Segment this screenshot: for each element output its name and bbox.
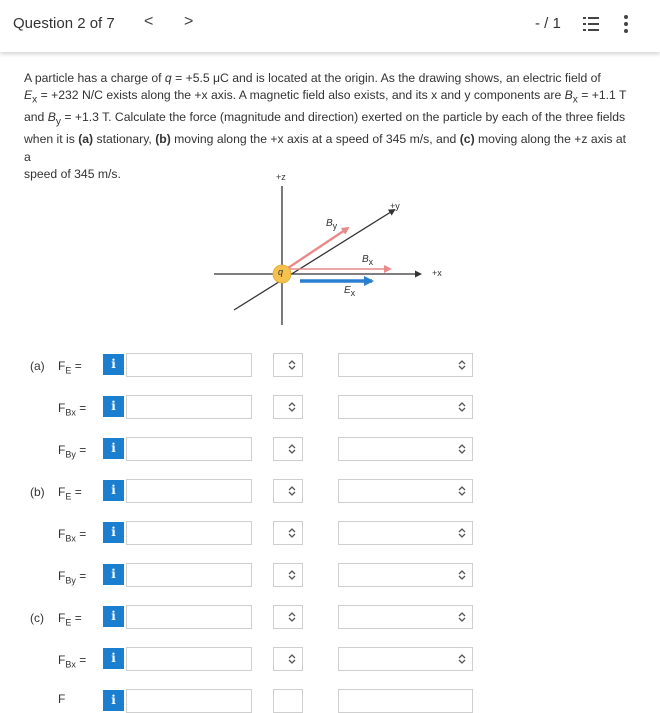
info-icon[interactable]: i xyxy=(103,438,124,459)
part-label: (a) xyxy=(30,359,45,373)
previous-question-button[interactable]: < xyxy=(144,13,154,30)
by-label: $B_y$ xyxy=(326,218,338,231)
direction-select[interactable] xyxy=(338,437,473,461)
chevron-updown-icon xyxy=(458,653,466,665)
info-icon[interactable]: i xyxy=(103,564,124,585)
chevron-updown-icon xyxy=(288,653,296,665)
info-icon[interactable]: i xyxy=(103,480,124,501)
force-label: F xyxy=(58,692,66,706)
chevron-updown-icon xyxy=(458,359,466,371)
question-list-icon[interactable] xyxy=(583,15,599,33)
magnitude-input[interactable] xyxy=(126,605,252,629)
force-label: $F_{Bx}$ = xyxy=(58,653,87,670)
force-label: $F_{By}$ = xyxy=(58,569,87,586)
magnitude-input[interactable] xyxy=(126,563,252,587)
magnitude-input[interactable] xyxy=(126,395,252,419)
info-icon[interactable]: i xyxy=(103,396,124,417)
info-icon[interactable]: i xyxy=(103,354,124,375)
units-select[interactable] xyxy=(273,605,303,629)
ex-label: $E_x$ xyxy=(344,285,356,298)
more-options-icon[interactable] xyxy=(622,13,630,35)
force-label: $F_{Bx}$ = xyxy=(58,401,87,418)
units-select[interactable] xyxy=(273,353,303,377)
by-arrow xyxy=(288,228,348,268)
chevron-updown-icon xyxy=(288,611,296,623)
chevron-updown-icon xyxy=(288,359,296,371)
direction-select[interactable] xyxy=(338,647,473,671)
direction-select[interactable] xyxy=(338,395,473,419)
part-label: (b) xyxy=(30,485,45,499)
chevron-updown-icon xyxy=(288,527,296,539)
magnitude-input[interactable] xyxy=(126,521,252,545)
chevron-updown-icon xyxy=(288,485,296,497)
force-label: $F_E$ = xyxy=(58,611,82,628)
direction-select[interactable] xyxy=(338,479,473,503)
info-icon[interactable]: i xyxy=(103,606,124,627)
units-select[interactable] xyxy=(273,521,303,545)
magnitude-input[interactable] xyxy=(126,353,252,377)
units-select[interactable] xyxy=(273,437,303,461)
chevron-updown-icon xyxy=(458,401,466,413)
chevron-updown-icon xyxy=(458,443,466,455)
problem-text: A particle has a charge of q = +5.5 μC and is located at the origin. As the drawing shows, an electric field of $E_x = +232$ N/C exists along the +x axis. A magnetic field also exists, and its x and y components are $B_x = +1.1$ T and $B_y = +1.3$ T. Calculate the force (magnitude and direction) exerted on the particle by each of the three fields when it is (a) stationary, (b) moving along the +x axis at a speed of 345 m/s, and (c) moving along the +z axis at a speed of 345 m/s. xyxy=(24,71,627,181)
chevron-updown-icon xyxy=(458,527,466,539)
next-question-button[interactable]: > xyxy=(184,13,194,30)
units-select[interactable] xyxy=(273,395,303,419)
magnitude-input[interactable] xyxy=(126,437,252,461)
info-icon[interactable]: i xyxy=(103,690,124,711)
force-label: $F_E$ = xyxy=(58,485,82,502)
field-diagram xyxy=(210,170,450,330)
charge-label: q xyxy=(278,267,284,277)
chevron-updown-icon xyxy=(458,569,466,581)
y-axis-label: +y xyxy=(390,201,400,211)
force-label: $F_{Bx}$ = xyxy=(58,527,87,544)
magnitude-input[interactable] xyxy=(126,647,252,671)
x-axis-label: +x xyxy=(432,268,442,278)
direction-select[interactable] xyxy=(338,689,473,713)
z-axis-label: +z xyxy=(276,172,286,182)
question-header xyxy=(0,0,660,52)
units-select[interactable] xyxy=(273,647,303,671)
magnitude-input[interactable] xyxy=(126,689,252,713)
question-counter: Question 2 of 7 xyxy=(13,15,115,32)
info-icon[interactable]: i xyxy=(103,522,124,543)
direction-select[interactable] xyxy=(338,353,473,377)
axes-drawing xyxy=(210,170,450,330)
direction-select[interactable] xyxy=(338,521,473,545)
chevron-updown-icon xyxy=(458,485,466,497)
question-score: - / 1 xyxy=(535,15,561,32)
direction-select[interactable] xyxy=(338,605,473,629)
units-select[interactable] xyxy=(273,563,303,587)
bx-label: $B_x$ xyxy=(362,254,374,267)
info-icon[interactable]: i xyxy=(103,648,124,669)
chevron-updown-icon xyxy=(458,611,466,623)
force-label: $F_{By}$ = xyxy=(58,443,87,460)
units-select[interactable] xyxy=(273,689,303,713)
part-label: (c) xyxy=(30,611,44,625)
force-label: $F_E$ = xyxy=(58,359,82,376)
chevron-updown-icon xyxy=(288,401,296,413)
chevron-updown-icon xyxy=(288,443,296,455)
magnitude-input[interactable] xyxy=(126,479,252,503)
units-select[interactable] xyxy=(273,479,303,503)
direction-select[interactable] xyxy=(338,563,473,587)
chevron-updown-icon xyxy=(288,569,296,581)
